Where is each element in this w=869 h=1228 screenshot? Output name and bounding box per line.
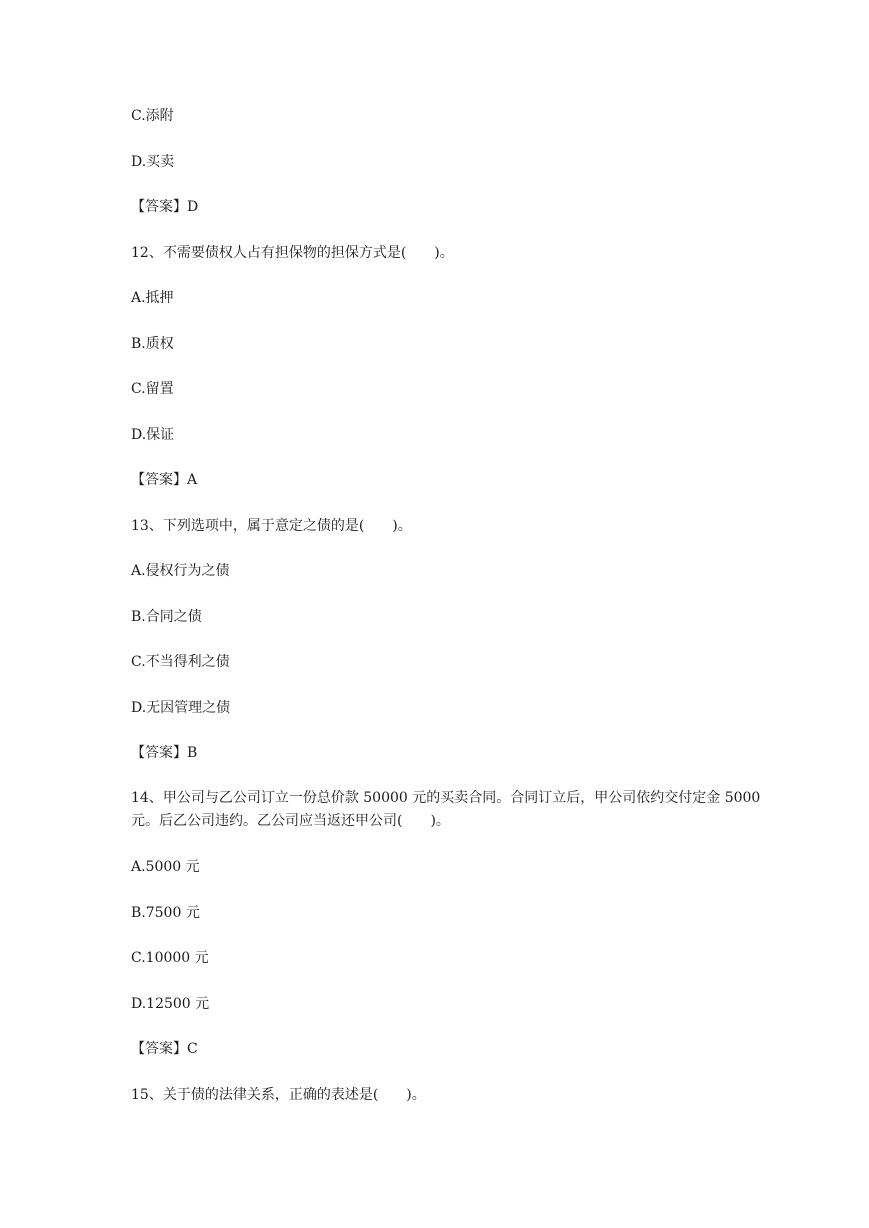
option-a-14: A.5000 元 [131,859,200,875]
option-a-13: A.侵权行为之债 [131,563,230,579]
answer-12: 【答案】A [131,472,198,488]
option-d-13: D.无因管理之债 [131,700,231,716]
option-c-12: C.留置 [131,381,174,397]
option-a-12: A.抵押 [131,290,174,306]
question-13: 13、下列选项中，属于意定之债的是( )。 [131,518,412,534]
option-b-14: B.7500 元 [131,905,200,921]
option-d-12: D.保证 [131,427,175,443]
option-c-13: C.不当得利之债 [131,654,230,670]
option-c-11: C.添附 [131,108,174,124]
option-b-13: B.合同之债 [131,609,202,625]
option-d-14: D.12500 元 [131,996,210,1012]
option-d-11: D.买卖 [131,154,175,170]
option-b-12: B.质权 [131,336,174,352]
question-15: 15、关于债的法律关系，正确的表述是( )。 [131,1087,426,1103]
answer-13: 【答案】B [131,745,198,761]
answer-11: 【答案】D [131,199,199,215]
answer-14: 【答案】C [131,1041,198,1057]
option-c-14: C.10000 元 [131,950,209,966]
question-14: 14、甲公司与乙公司订立一份总价款 50000 元的买卖合同。合同订立后，甲公司依约交付定金 5000 元。后乙公司违约。乙公司应当返还甲公司( )。 [131,790,761,829]
question-12: 12、不需要债权人占有担保物的担保方式是( )。 [131,245,454,261]
